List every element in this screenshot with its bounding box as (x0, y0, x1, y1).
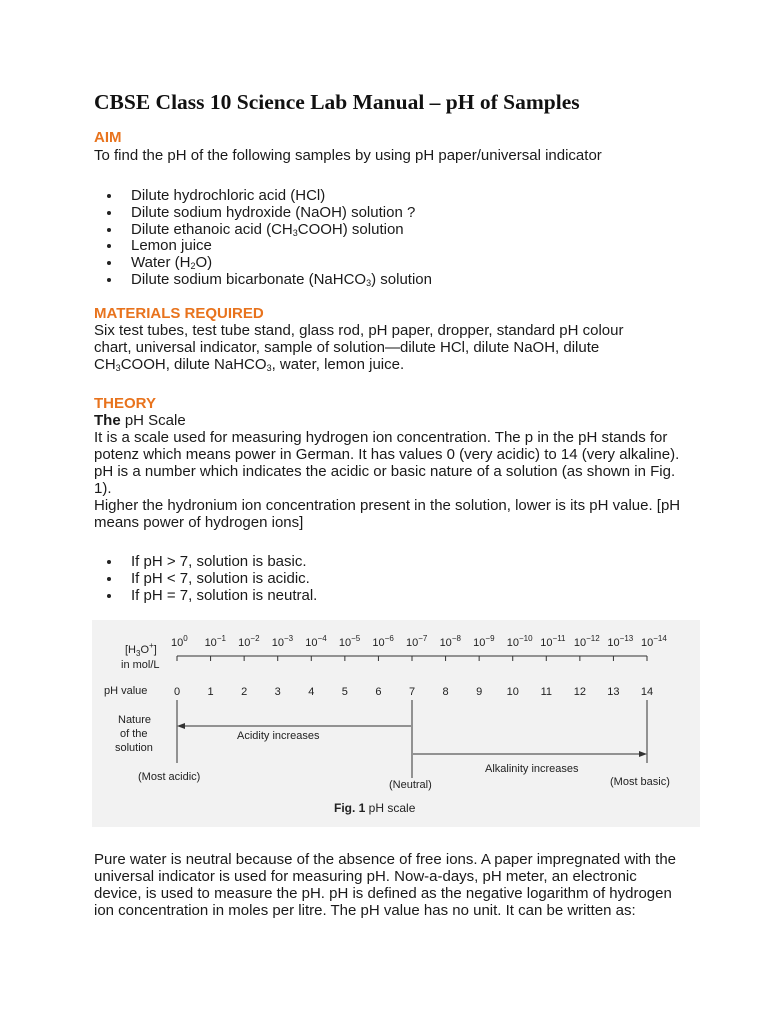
ph-value-label: pH value (104, 685, 148, 697)
scale-ticks (177, 656, 647, 661)
alkalinity-arrowhead (639, 751, 647, 757)
concentration-value: $10^{-12}$ (573, 634, 600, 649)
ph-value: 2 (241, 686, 248, 698)
nature-label: solution (115, 742, 153, 754)
list-item: Dilute ethanoic acid $(CH_3COOH)$ solution (94, 221, 432, 238)
ph-scale-figure (92, 620, 700, 827)
ph-value: 7 (408, 686, 416, 698)
concentration-value: $10^{-10}$ (506, 634, 533, 649)
ph-value: 13 (607, 686, 620, 698)
concentration-unit: in mol/L (121, 659, 160, 671)
concentration-value: $10^{-2}$ (238, 634, 260, 649)
ph-value: 4 (308, 686, 315, 698)
sample-list (94, 187, 432, 288)
concentration-value: $10^{-1}$ (204, 634, 226, 649)
concentration-value: $10^{-14}$ (641, 634, 667, 649)
ph-value: 10 (506, 686, 519, 698)
aim-text: To find the pH of the following samples by using pH paper/universal indicator (94, 147, 602, 164)
concentration-value: $10^{-6}$ (372, 634, 394, 649)
theory-subheading: The pH Scale (94, 412, 186, 429)
ph-value: 12 (573, 686, 586, 698)
ph-values (174, 686, 653, 698)
list-item: If pH = 7, solution is neutral. (94, 587, 317, 604)
theory-heading: THEORY (94, 395, 156, 412)
ph-value: 1 (207, 686, 214, 698)
concentration-label: $[H_3O^+]$ (125, 641, 157, 658)
rules-list (94, 553, 317, 603)
acidity-label: Acidity increases (237, 730, 320, 742)
ph-value: 11 (540, 686, 552, 698)
concentration-value: $10^{-8}$ (439, 634, 461, 649)
neutral-label: (Neutral) (389, 779, 432, 791)
figure-caption: Fig. 1 pH scale (334, 801, 416, 815)
list-item: If pH > 7, solution is basic. (94, 553, 317, 570)
ph-value: 6 (375, 686, 382, 698)
ph-value: 5 (341, 686, 348, 698)
ph-value: 8 (442, 686, 449, 698)
closing-paragraph: Pure water is neutral because of the absence of free ions. A paper impregnated with the universal indicator is used for measuring pH. Now-a-days, pH meter, an electronic device, is used to measure the pH. pH is defined as the negative logarithm of hydrogen ion concentration in moles per litre. The pH value has no unit. It can be written as: (94, 851, 677, 919)
ph-scale-diagram (92, 620, 700, 827)
nature-label: of the (120, 728, 148, 740)
list-item: Lemon juice (94, 237, 432, 254)
aim-heading: AIM (94, 129, 122, 146)
ph-value: 3 (274, 686, 281, 698)
materials-text: Six test tubes, test tube stand, glass rod, pH paper, dropper, standard pH colour chart, universal indicator, sample of solution—dilute HCl, dilute NaOH, dilute $CH_3COOH$, dilute NaHCO$_3$, water, lemon juice. (94, 322, 624, 373)
list-item: Water $(H_2O)$ (94, 254, 432, 271)
materials-heading: MATERIALS REQUIRED (94, 305, 264, 322)
most-basic-label: (Most basic) (610, 776, 670, 788)
acidity-arrowhead (177, 723, 185, 729)
ph-value: 0 (173, 686, 181, 698)
concentration-value: $10^{-9}$ (473, 634, 495, 649)
theory-paragraph: It is a scale used for measuring hydrogen ion concentration. The p in the pH stands for potenz which means power in German. It has values 0 (very acidic) to 14 (very alkaline). pH is a number which indicates the acidic or basic nature of a solution (as shown in Fig. 1). Higher the hydronium ion concentration present in the solution, lower is its pH value. [pH means power of hydrogen ions] (94, 429, 681, 531)
list-item: Dilute sodium bicarbonate (NaHCO$_3$) solution (94, 271, 432, 288)
nature-label: Nature (118, 714, 152, 726)
concentration-value: $10^{-5}$ (338, 634, 361, 649)
concentration-value: $10^0$ (171, 634, 188, 649)
concentration-value: $10^{-3}$ (271, 634, 294, 649)
concentration-values (171, 634, 667, 649)
page-title: CBSE Class 10 Science Lab Manual – pH of Samples (94, 90, 580, 114)
ph-value: 9 (476, 686, 483, 698)
most-acidic-label: (Most acidic) (138, 771, 201, 783)
concentration-value: $10^{-4}$ (305, 634, 327, 649)
concentration-value: $10^{-11}$ (540, 634, 566, 649)
list-item: If pH < 7, solution is acidic. (94, 570, 317, 587)
list-item: Dilute hydrochloric acid (HCl) (94, 187, 432, 204)
list-item: Dilute sodium hydroxide (NaOH) solution ? (94, 204, 432, 221)
concentration-value: $10^{-13}$ (607, 634, 634, 649)
alkalinity-label: Alkalinity increases (485, 763, 579, 775)
concentration-value: $10^{-7}$ (406, 634, 428, 649)
ph-value: 14 (640, 686, 654, 698)
